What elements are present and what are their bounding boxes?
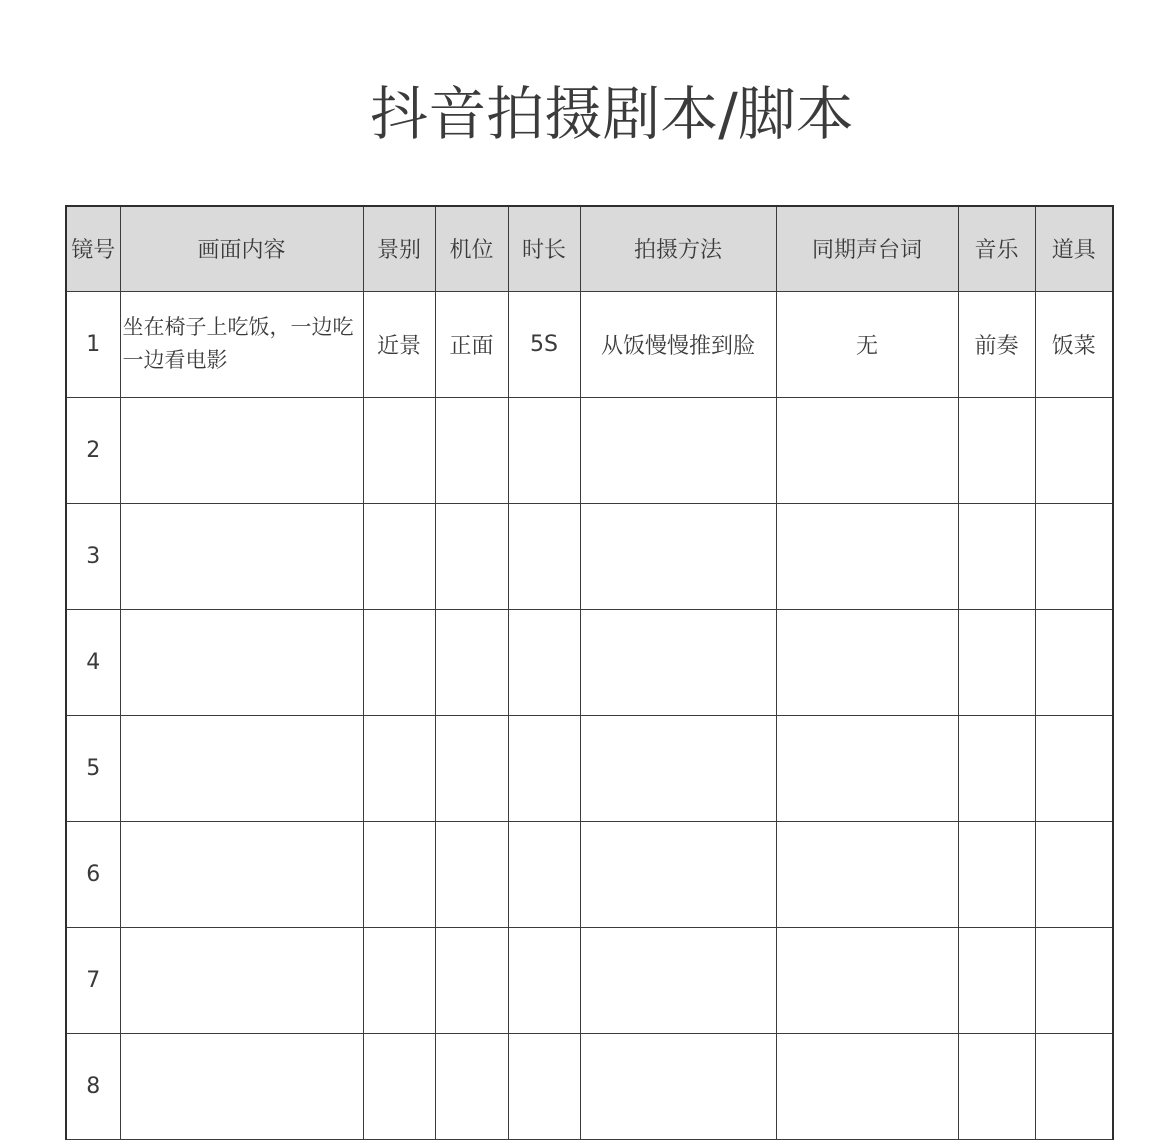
cell-camera-position bbox=[435, 503, 508, 609]
header-music: 音乐 bbox=[958, 206, 1035, 291]
cell-shot-size bbox=[363, 397, 435, 503]
cell-music bbox=[958, 1033, 1035, 1139]
table-row bbox=[66, 1033, 1113, 1139]
header-shot-number: 镜号 bbox=[66, 206, 120, 291]
header-row bbox=[66, 206, 1113, 291]
cell-duration bbox=[508, 609, 580, 715]
cell-shot-number: 1 bbox=[66, 291, 120, 397]
script-table bbox=[65, 205, 1114, 1140]
cell-duration bbox=[508, 821, 580, 927]
cell-duration: 5S bbox=[508, 291, 580, 397]
cell-props: 饭菜 bbox=[1035, 291, 1113, 397]
cell-camera-position: 正面 bbox=[435, 291, 508, 397]
cell-shot-number: 4 bbox=[66, 609, 120, 715]
cell-music bbox=[958, 609, 1035, 715]
cell-camera-position bbox=[435, 821, 508, 927]
cell-camera-position bbox=[435, 1033, 508, 1139]
header-props: 道具 bbox=[1035, 206, 1113, 291]
cell-props bbox=[1035, 821, 1113, 927]
cell-shot-size: 近景 bbox=[363, 291, 435, 397]
cell-shooting-method bbox=[580, 821, 776, 927]
cell-shot-number: 7 bbox=[66, 927, 120, 1033]
cell-shooting-method: 从饭慢慢推到脸 bbox=[580, 291, 776, 397]
cell-props bbox=[1035, 1033, 1113, 1139]
cell-scene-content bbox=[120, 821, 363, 927]
cell-shot-size bbox=[363, 503, 435, 609]
cell-shot-size bbox=[363, 821, 435, 927]
cell-scene-content bbox=[120, 609, 363, 715]
cell-dialogue bbox=[776, 927, 958, 1033]
cell-shooting-method bbox=[580, 927, 776, 1033]
cell-scene-content bbox=[120, 715, 363, 821]
cell-scene-content bbox=[120, 503, 363, 609]
cell-music bbox=[958, 503, 1035, 609]
cell-music bbox=[958, 397, 1035, 503]
cell-shooting-method bbox=[580, 609, 776, 715]
cell-dialogue bbox=[776, 397, 958, 503]
cell-dialogue bbox=[776, 715, 958, 821]
table-row bbox=[66, 715, 1113, 821]
cell-props bbox=[1035, 397, 1113, 503]
cell-scene-content: 坐在椅子上吃饭，一边吃一边看电影 bbox=[120, 291, 363, 397]
cell-music bbox=[958, 715, 1035, 821]
cell-scene-content bbox=[120, 397, 363, 503]
cell-dialogue bbox=[776, 503, 958, 609]
cell-scene-content bbox=[120, 1033, 363, 1139]
table-row bbox=[66, 609, 1113, 715]
table-row bbox=[66, 821, 1113, 927]
cell-duration bbox=[508, 397, 580, 503]
cell-dialogue bbox=[776, 609, 958, 715]
cell-shot-number: 8 bbox=[66, 1033, 120, 1139]
header-scene-content: 画面内容 bbox=[120, 206, 363, 291]
cell-props bbox=[1035, 715, 1113, 821]
cell-music: 前奏 bbox=[958, 291, 1035, 397]
cell-props bbox=[1035, 927, 1113, 1033]
cell-shot-number: 2 bbox=[66, 397, 120, 503]
cell-duration bbox=[508, 1033, 580, 1139]
cell-shooting-method bbox=[580, 715, 776, 821]
table-row bbox=[66, 397, 1113, 503]
cell-dialogue: 无 bbox=[776, 291, 958, 397]
cell-scene-content bbox=[120, 927, 363, 1033]
cell-music bbox=[958, 927, 1035, 1033]
cell-shot-number: 5 bbox=[66, 715, 120, 821]
cell-duration bbox=[508, 715, 580, 821]
cell-camera-position bbox=[435, 609, 508, 715]
table-row bbox=[66, 503, 1113, 609]
page-title: 抖音拍摄剧本/脚本 bbox=[370, 80, 854, 148]
cell-shot-size bbox=[363, 609, 435, 715]
cell-props bbox=[1035, 503, 1113, 609]
cell-shot-size bbox=[363, 1033, 435, 1139]
cell-camera-position bbox=[435, 715, 508, 821]
cell-shot-number: 6 bbox=[66, 821, 120, 927]
cell-camera-position bbox=[435, 927, 508, 1033]
cell-shot-number: 3 bbox=[66, 503, 120, 609]
header-duration: 时长 bbox=[508, 206, 580, 291]
cell-shooting-method bbox=[580, 503, 776, 609]
cell-dialogue bbox=[776, 1033, 958, 1139]
cell-shot-size bbox=[363, 715, 435, 821]
header-dialogue: 同期声台词 bbox=[776, 206, 958, 291]
table-row bbox=[66, 927, 1113, 1033]
header-shooting-method: 拍摄方法 bbox=[580, 206, 776, 291]
cell-music bbox=[958, 821, 1035, 927]
cell-props bbox=[1035, 609, 1113, 715]
cell-duration bbox=[508, 503, 580, 609]
header-camera-position: 机位 bbox=[435, 206, 508, 291]
table-row bbox=[66, 291, 1113, 397]
cell-shooting-method bbox=[580, 1033, 776, 1139]
header-shot-size: 景别 bbox=[363, 206, 435, 291]
cell-camera-position bbox=[435, 397, 508, 503]
cell-shot-size bbox=[363, 927, 435, 1033]
cell-shooting-method bbox=[580, 397, 776, 503]
cell-duration bbox=[508, 927, 580, 1033]
cell-dialogue bbox=[776, 821, 958, 927]
